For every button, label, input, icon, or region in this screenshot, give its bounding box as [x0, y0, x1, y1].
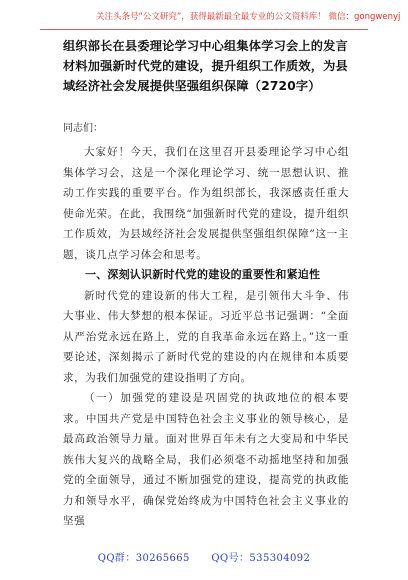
document-body: [63, 142, 349, 532]
header-divider: [40, 29, 368, 30]
opening-paragraph: 大家好！今天，我们在这里召开县委理论学习中心组集体学习会，这是一个深化理论学习、统一思想认识、推动工作实践的重要平台。作为组织部长，我深感责任重大使命光荣。在此，我围绕“加强新时代党的建设，提升组织工作质效，为县域经济社会发展提供坚强组织保障”这一主题，谈几点学习体会和思考。: [63, 146, 349, 261]
section-1-subparagraph: （一）加强党的建设是巩固党的执政地位的根本要求。中国共产党是中国特色社会主义事业的领导核心，是最高政治领导力量。面对世界百年未有之大变局和中华民族伟大复兴的战略全局，我们必须毫不动摇地坚持和加强党的全面领导，通过不断加强党的建设，提高党的执政能力和领导水平，确保党始终成为中国特色社会主义事业的坚强: [63, 392, 349, 527]
qq-number-text: QQ号：535304092: [211, 553, 311, 564]
header-banner: 关注头条号“公文研究”，获得最新最全最专业的公文资料库！ 微信：gongwenyj: [96, 12, 401, 22]
salutation: 同志们：: [63, 123, 103, 134]
section-1-paragraph: 新时代党的建设新的伟大工程，是引领伟大斗争、伟大事业、伟大梦想的根本保证。习近平总书记强调：“全面从严治党永远在路上，党的自我革命永远在路上。”这一重要论述，深刻揭示了新时代党的建设的内在规律和本质要求，为我们加强党的建设指明了方向。: [63, 289, 349, 384]
footer-contact: [0, 552, 408, 566]
document-title: 组织部长在县委理论学习中心组集体学习会上的发言材料加强新时代党的建设，提升组织工作质效，为县域经济社会发展提供坚强组织保障（2720字）: [63, 39, 348, 93]
section-heading-1: 一、深刻认识新时代党的建设的重要性和紧迫性: [85, 268, 321, 281]
qq-group-text: QQ群：30265665: [97, 553, 190, 564]
